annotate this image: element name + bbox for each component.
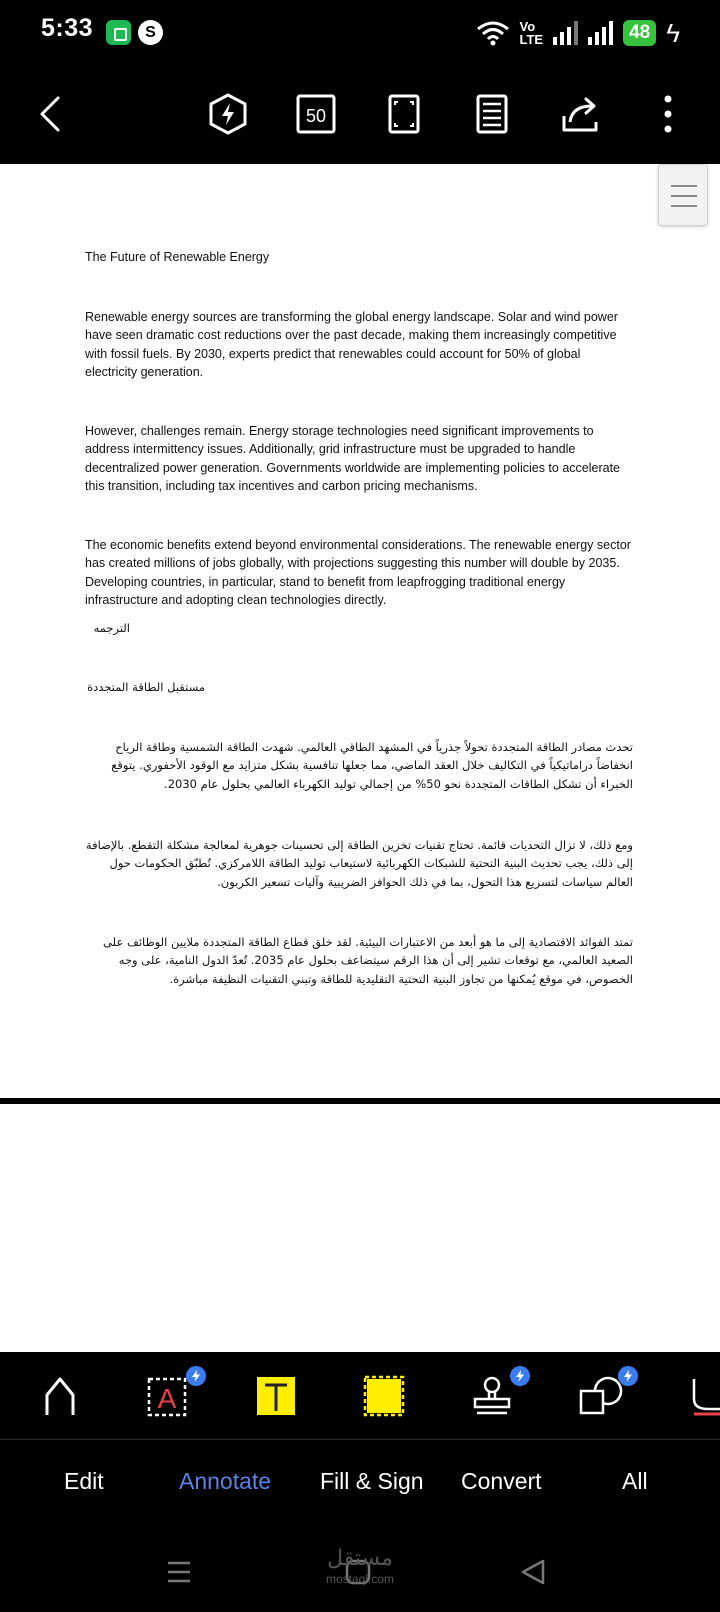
fullscreen-button[interactable] <box>376 86 432 142</box>
document-page[interactable] <box>0 164 720 1098</box>
wifi-icon <box>476 20 510 46</box>
charging-icon: ϟ <box>666 18 680 48</box>
svg-text:A: A <box>157 1383 177 1414</box>
more-vertical-icon <box>646 92 690 136</box>
tab-all[interactable]: All <box>622 1468 648 1494</box>
recents-button[interactable] <box>159 1552 199 1592</box>
stamp-icon <box>469 1373 515 1419</box>
volte-bottom: LTE <box>519 32 544 47</box>
text-box-icon <box>145 1373 191 1419</box>
top-toolbar <box>0 66 720 164</box>
signal-icon <box>553 21 578 45</box>
text-highlight-icon <box>253 1373 299 1419</box>
volte-top: Vo <box>519 19 536 34</box>
status-time: 5:33 <box>41 14 94 42</box>
flash-button[interactable] <box>200 86 256 142</box>
recents-icon <box>165 1558 193 1586</box>
area-highlight-button[interactable] <box>358 1370 410 1422</box>
document-title: The Future of Renewable Energy <box>85 250 270 264</box>
next-page[interactable] <box>0 1104 720 1352</box>
shapes-button[interactable] <box>574 1370 626 1422</box>
document-paragraph-2: However, challenges remain. Energy storage technologies need significant improvements to address intermittency issues. Additionally, grid infrastructure must be upgraded to handle decentralized power generation. Governments worldwide are implementing policies to accelerate this transition, including tax incentives and carbon pricing mechanisms. <box>85 424 621 494</box>
tab-edit[interactable]: Edit <box>64 1468 104 1494</box>
signal-icon-2 <box>588 21 613 45</box>
stamp-button[interactable] <box>466 1370 518 1422</box>
back-arrow-icon <box>30 92 74 136</box>
arabic-paragraph-2: ومع ذلك، لا تزال التحديات قائمة. تحتاج تقنيات تخزين الطاقة إلى تحسينات جوهرية لمعالجة مشكلة التقطع. بالإضافة إلى ذلك، يجب تحديث البنية التحتية للشبكات الكهربائية لاستيعاب توليد الطاقة اللامركزي. تُطبّق الحكومات حول العالم سياسات لتسريع هذا التحول، بما في ذلك الحوافز الضريبية وآليات تسعير الكربون. <box>85 838 633 889</box>
flash-icon <box>206 92 250 136</box>
translation-label: الترجمه <box>93 621 130 635</box>
watermark-english: mostaql.com <box>325 1572 395 1586</box>
tab-convert[interactable]: Convert <box>461 1468 542 1494</box>
watermark <box>300 1546 420 1586</box>
document-paragraph-3: The economic benefits extend beyond environmental considerations. The renewable energy sector has created millions of jobs globally, with projections suggesting this number will double by 2035. Developing countries, in particular, stand to benefit from leapfrogging traditional energy infrastructure and adopting clean technologies directly. <box>85 538 631 608</box>
underline-button[interactable] <box>686 1370 720 1422</box>
battery-icon: 48 <box>623 20 656 46</box>
page-number-icon <box>294 92 338 136</box>
arabic-title: مستقبل الطاقة المتجددة <box>87 680 205 694</box>
more-button[interactable] <box>640 86 696 142</box>
pro-badge-icon <box>510 1366 530 1386</box>
reading-mode-icon <box>470 92 514 136</box>
back-triangle-icon <box>519 1558 547 1586</box>
tab-annotate[interactable]: Annotate <box>179 1468 272 1494</box>
document-paragraph-1: Renewable energy sources are transforming the global energy landscape. Solar and wind power have seen dramatic cost reductions over the past decade, making them increasingly competitive with fossil fuels. By 2030, experts predict that renewables could account for 50% of global electricity generation. <box>85 310 618 380</box>
volte-indicator <box>520 20 544 46</box>
page-menu-button[interactable] <box>658 164 708 226</box>
system-navbar <box>0 1528 720 1612</box>
pro-badge-icon <box>186 1366 206 1386</box>
underline-icon <box>686 1373 720 1419</box>
app-notification-icon <box>106 20 131 45</box>
annotate-tools-row <box>0 1352 720 1440</box>
pen-tool-icon <box>37 1373 83 1419</box>
bottom-tabs <box>0 1440 720 1528</box>
status-bar <box>0 0 720 66</box>
area-highlight-icon <box>361 1373 407 1419</box>
back-button[interactable] <box>24 86 80 142</box>
page-number-button[interactable] <box>288 86 344 142</box>
status-indicators <box>476 16 681 50</box>
text-highlight-button[interactable] <box>250 1370 302 1422</box>
s-app-icon: S <box>138 20 163 45</box>
arabic-paragraph-1: تحدث مصادر الطاقة المتجددة تحولاً جذرياً في المشهد الطاقي العالمي. شهدت الطاقة الشمسية وطاقة الرياح انخفاضاً دراماتيكياً في التكاليف خلال العقد الماضي، مما جعلها تنافسية بشكل متزايد مع الوقود الأحفوري. يتوقع الخبراء أن تشكل الطاقات المتجددة نحو 50% من إجمالي توليد الكهرباء العالمي بحلول عام 2030. <box>111 740 633 791</box>
watermark-arabic: مستقل <box>327 1546 393 1571</box>
back-nav-button[interactable] <box>513 1552 553 1592</box>
tab-fill-sign[interactable]: Fill & Sign <box>320 1468 424 1494</box>
shapes-icon <box>577 1373 623 1419</box>
share-icon <box>558 92 602 136</box>
share-button[interactable] <box>552 86 608 142</box>
fullscreen-icon <box>382 92 426 136</box>
arabic-paragraph-3: تمتد الفوائد الاقتصادية إلى ما هو أبعد من الاعتبارات البيئية. لقد خلق قطاع الطاقة المتجددة ملايين الوظائف على الصعيد العالمي، مع توقعات تشير إلى أن هذا الرقم سيتضاعف بحلول عام 2035. تُعدّ الدول النامية، على وجه الخصوص، في موقع يُمكنها من تجاوز البنية التحتية التقليدية للطاقة وتبني التقنيات النظيفة مباشرة. <box>103 935 633 986</box>
pro-badge-icon <box>618 1366 638 1386</box>
pen-tool-button[interactable] <box>34 1370 86 1422</box>
reading-mode-button[interactable] <box>464 86 520 142</box>
text-box-button[interactable] <box>142 1370 194 1422</box>
zoom-badge: 50 <box>305 106 327 126</box>
